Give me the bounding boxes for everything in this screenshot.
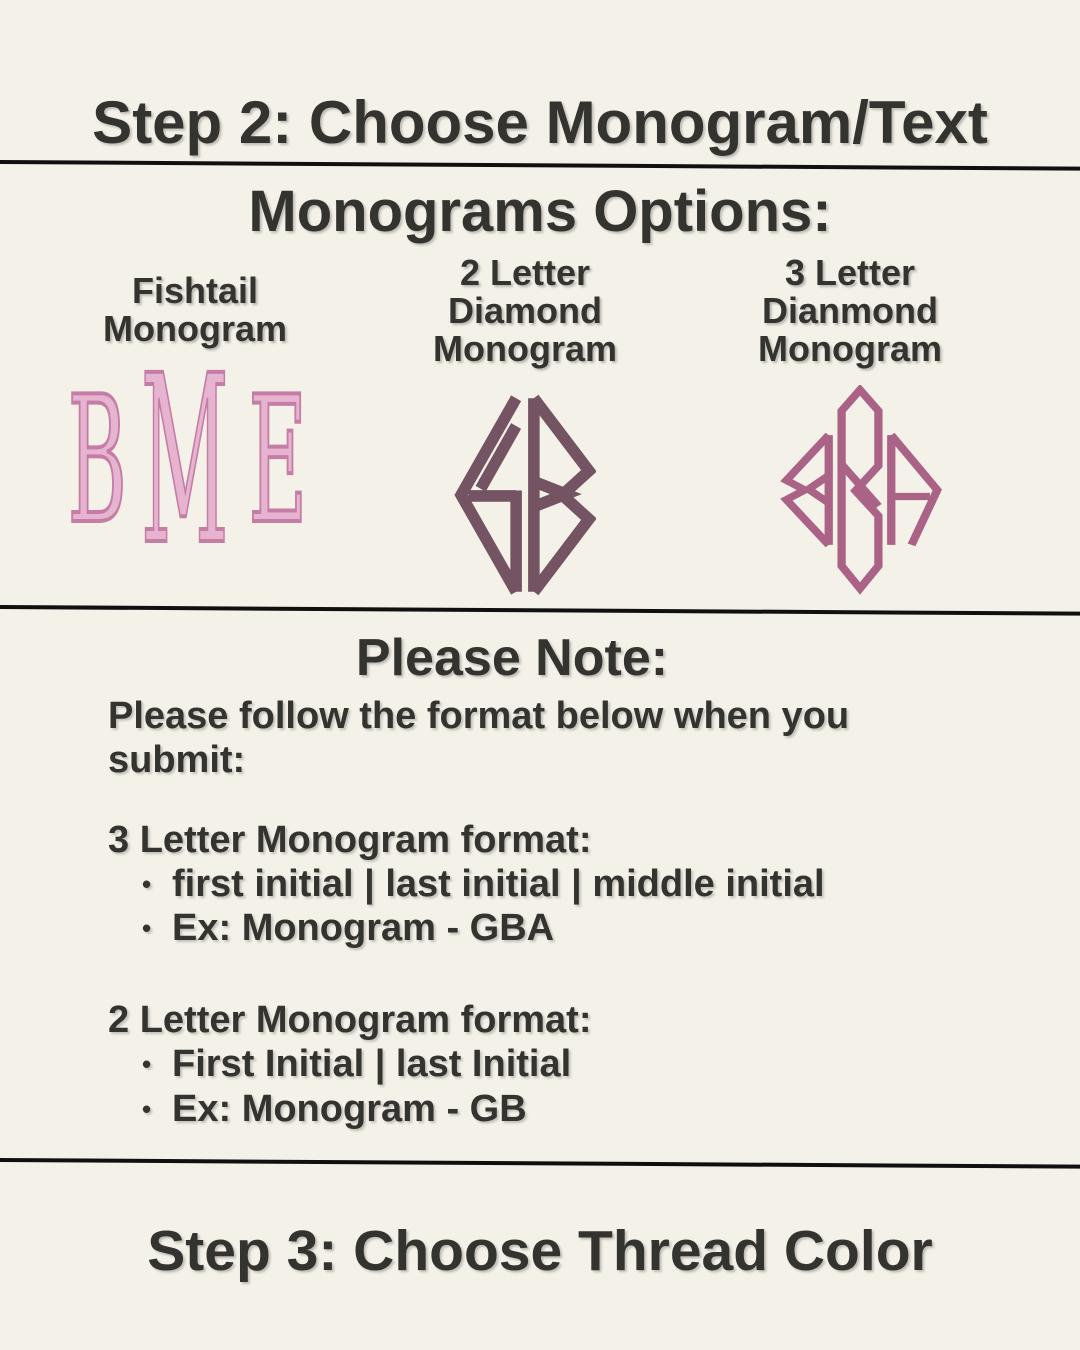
- three-letter-format-rule: first initial | last initial | middle initial: [172, 863, 825, 906]
- three-letter-format-block: [108, 818, 988, 950]
- divider-top: [0, 160, 1080, 171]
- list-item: [108, 1087, 988, 1131]
- divider-middle: [0, 605, 1080, 616]
- two-letter-diamond-label: 2 Letter Diamond Monogram: [433, 252, 617, 370]
- bullet-dot: •: [142, 1049, 152, 1080]
- please-note-heading: Please Note:: [355, 629, 669, 687]
- fishtail-monogram-label: Fishtail Monogram: [103, 270, 287, 350]
- list-item: [108, 1042, 988, 1086]
- bullet-dot: •: [142, 869, 152, 900]
- step2-title: Step 2: Choose Monogram/Text: [92, 89, 988, 156]
- step3-title: Step 3: Choose Thread Color: [147, 1219, 933, 1283]
- two-letter-format-example: Ex: Monogram - GB: [172, 1087, 527, 1130]
- monogram-options-heading: Monograms Options:: [248, 179, 832, 244]
- divider-bottom: [0, 1158, 1080, 1169]
- two-letter-format-block: [108, 998, 988, 1130]
- bullet-dot: •: [142, 913, 152, 944]
- three-letter-diamond-label: 3 Letter Dianmond Monogram: [758, 252, 942, 370]
- three-letter-format-example: Ex: Monogram - GBA: [172, 907, 555, 950]
- fishtail-letter-m: M: [140, 326, 229, 596]
- fishtail-letter-b: B: [67, 359, 127, 563]
- list-item: [108, 906, 988, 950]
- fishtail-letter-e: E: [248, 359, 307, 563]
- two-letter-format-title: 2 Letter Monogram format:: [108, 999, 592, 1042]
- diamond-a-outer: [891, 435, 937, 545]
- three-letter-diamond-monogram-sample: [768, 385, 952, 595]
- three-letter-format-title: 3 Letter Monogram format:: [108, 819, 592, 862]
- note-body: [108, 694, 988, 1131]
- bullet-dot: •: [142, 1093, 152, 1124]
- format-intro-text: Please follow the format below when you submit:: [108, 695, 850, 782]
- two-letter-diamond-monogram-sample: [454, 392, 596, 598]
- fishtail-monogram-sample: [67, 326, 307, 596]
- two-letter-format-rule: First Initial | last Initial: [172, 1043, 572, 1086]
- list-item: [108, 862, 988, 906]
